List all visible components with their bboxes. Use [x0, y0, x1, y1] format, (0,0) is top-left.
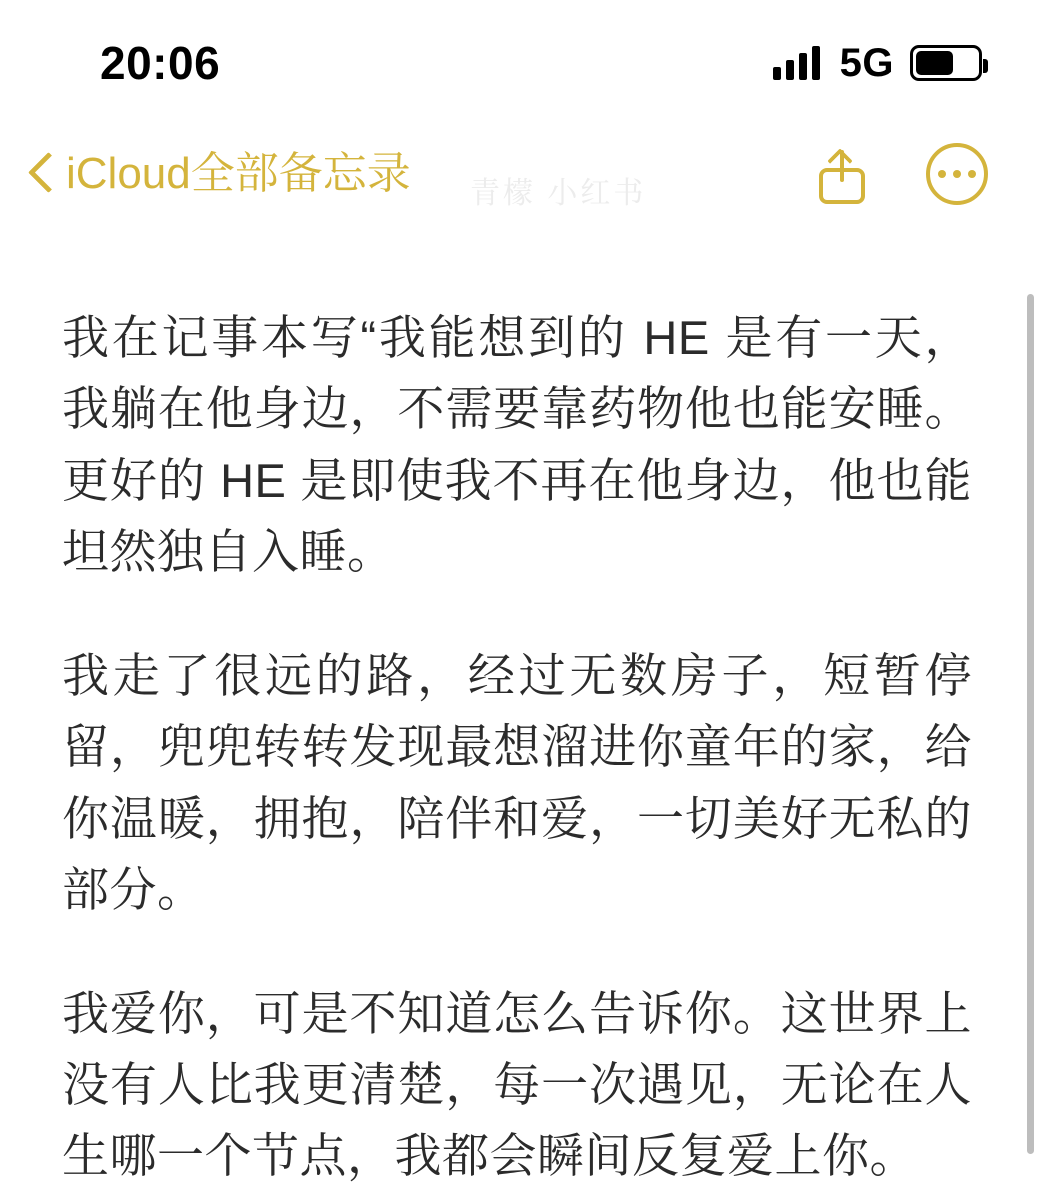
note-content[interactable]	[0, 230, 1044, 1192]
note-paragraph: 我爱你，可是不知道怎么告诉你。这世界上没有人比我更清楚，每一次遇见，无论在人生哪一个节点，我都会瞬间反复爱上你。	[62, 986, 972, 1183]
status-bar	[0, 0, 1044, 118]
signal-bars-icon	[773, 46, 820, 80]
back-button-label: iCloud全部备忘录	[66, 149, 411, 198]
scrollbar[interactable]	[1027, 294, 1034, 1154]
status-indicators	[773, 33, 982, 86]
note-paragraph: 我走了很远的路，经过无数房子，短暂停留，兜兜转转发现最想溜进你童年的家，给你温暖，拥抱，陪伴和爱，一切美好无私的部分。	[62, 648, 972, 917]
nav-actions	[816, 143, 988, 205]
watermark-text: 青檬 小红书	[470, 177, 647, 210]
note-paragraph: 我在记事本写“我能想到的 HE 是有一天，我躺在他身边，不需要靠药物他也能安睡。更好的 HE 是即使我不再在他身边，他也能坦然独自入睡。	[62, 311, 972, 579]
network-type-label: 5G	[839, 40, 894, 85]
battery-icon	[910, 45, 982, 81]
share-icon[interactable]	[816, 144, 868, 204]
back-button[interactable]	[28, 151, 411, 197]
navigation-bar	[0, 118, 1044, 230]
more-ellipsis-icon[interactable]	[926, 143, 988, 205]
status-time: 20:06	[100, 37, 221, 89]
chevron-left-icon	[28, 151, 56, 197]
